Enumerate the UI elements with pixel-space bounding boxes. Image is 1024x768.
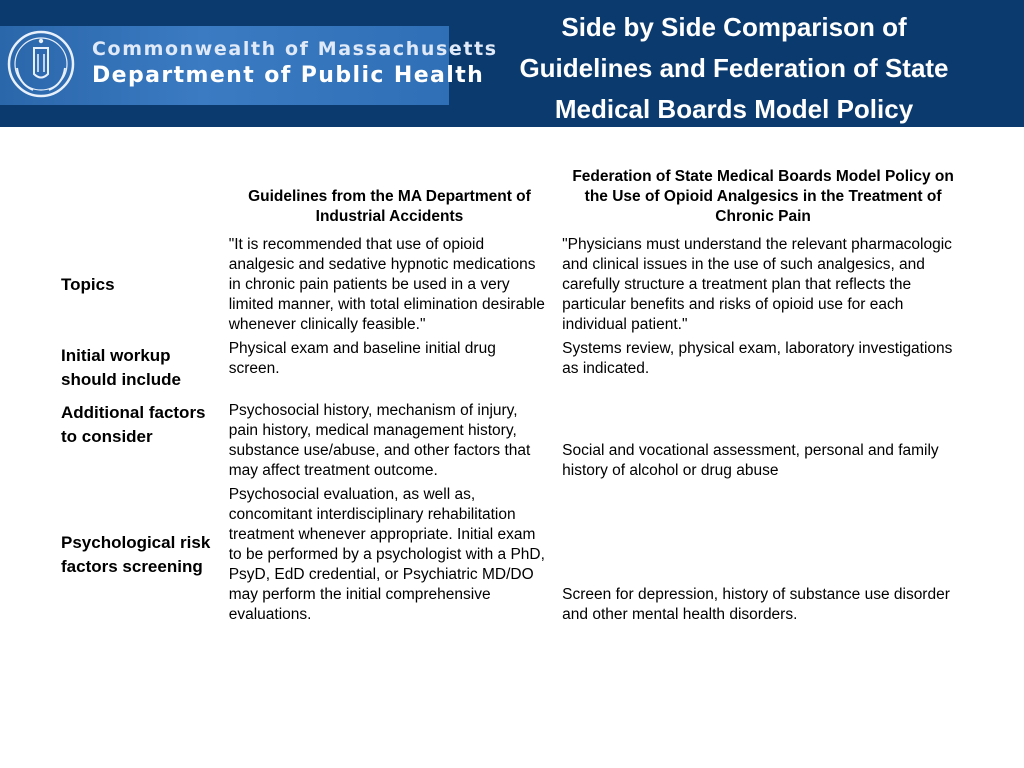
table-row — [55, 483, 970, 627]
table-row — [55, 337, 970, 399]
row-label-initial-workup: Initial workup should include — [61, 346, 181, 389]
logo-commonwealth-text: Commonwealth of Massachusetts — [92, 38, 498, 60]
cell-ma-psychological-screening: Psychosocial evaluation, as well as, concomitant interdisciplinary rehabilitation treatment whenever appropriate. Initial exam to be performed by a psychologist with a PhD, PsyD, EdD credential, or Psychiatric MD/DO may perform the initial comprehensive evaluations. — [228, 486, 545, 623]
dph-logo — [0, 26, 498, 105]
column-header-fsmb-policy: Federation of State Medical Boards Model Policy on the Use of Opioid Analgesics in the Treatment of Chronic Pain — [572, 168, 954, 225]
comparison-table — [55, 165, 970, 627]
table-row — [55, 399, 970, 483]
state-seal-icon — [5, 28, 77, 100]
column-header-ma-guidelines: Guidelines from the MA Department of Industrial Accidents — [248, 188, 531, 225]
cell-fsmb-initial-workup: Systems review, physical exam, laboratory investigations as indicated. — [562, 340, 953, 377]
logo-department-text: Department of Public Health — [92, 63, 485, 88]
cell-ma-additional-factors: Psychosocial history, mechanism of injury, pain history, medical management history, substance use/abuse, and other factors that may affect treatment outcome. — [228, 402, 531, 479]
cell-ma-initial-workup: Physical exam and baseline initial drug screen. — [228, 340, 496, 377]
slide-title — [470, 7, 998, 130]
table-header-row — [55, 165, 970, 233]
table-row — [55, 233, 970, 337]
row-label-psychological-screening: Psychological risk factors screening — [61, 533, 211, 576]
cell-fsmb-topics: "Physicians must understand the relevant pharmacologic and clinical issues in the use of such analgesics, and carefully structure a treatment plan that reflects the particular benefits and risks of opioid use for each individual patient." — [562, 236, 952, 333]
title-line: Guidelines and Federation of State — [519, 53, 949, 83]
title-line: Medical Boards Model Policy — [554, 94, 914, 124]
row-label-topics: Topics — [61, 275, 115, 294]
row-label-additional-factors: Additional factors to consider — [61, 403, 206, 446]
cell-ma-topics: "It is recommended that use of opioid analgesic and sedative hypnotic medications in chronic pain patients be used in a very limited manner, with total elimination desirable whenever clinically feasible." — [228, 236, 545, 333]
column-header-empty — [55, 165, 223, 233]
cell-fsmb-psychological-screening: Screen for depression, history of substance use disorder and other mental health disorders. — [562, 586, 950, 623]
cell-fsmb-additional-factors: Social and vocational assessment, personal and family history of alcohol or drug abuse — [562, 442, 939, 479]
header-bar — [0, 0, 1024, 127]
title-line: Side by Side Comparison of — [561, 12, 907, 42]
